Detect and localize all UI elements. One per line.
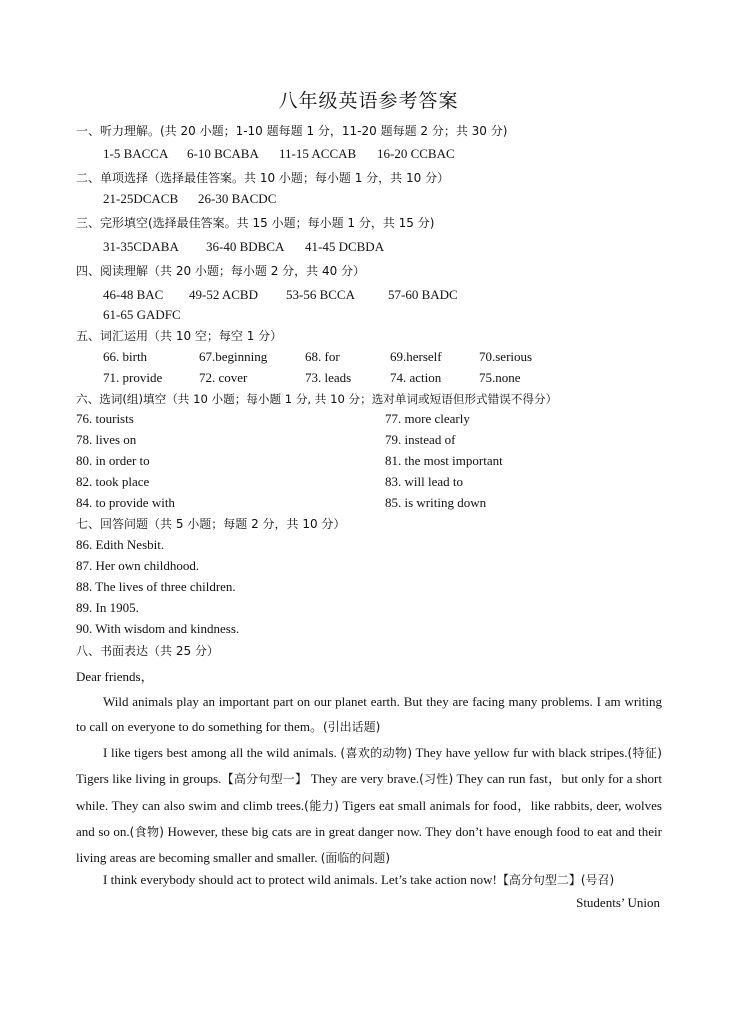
- answer-item: 80. in order to: [76, 453, 150, 468]
- essay-paragraph-2: [76, 740, 662, 871]
- section-3-heading: 三、完形填空(选择最佳答案。共 15 小题；每小题 1 分，共 15 分): [76, 216, 435, 230]
- essay-note: (引出话题): [322, 720, 381, 735]
- answer-item: 68. for: [305, 349, 340, 364]
- essay-text: Tigers eat small animals for food，like rabbits, deer, wolves and so on.: [76, 797, 662, 839]
- answer-item: 84. to provide with: [76, 495, 175, 510]
- answer-item: 6-10 BCABA: [187, 146, 259, 161]
- answer-item: 78. lives on: [76, 432, 137, 447]
- section-1-answers: [103, 146, 455, 162]
- section-5-row-1: [103, 349, 532, 365]
- essay-note: (食物): [129, 824, 164, 839]
- essay-note: (面临的问题): [320, 851, 391, 866]
- essay-note: 【高分句型二】(号召): [496, 873, 615, 887]
- answer-item: 69.herself: [390, 349, 442, 364]
- answer-item: 86. Edith Nesbit.: [76, 537, 165, 552]
- answer-item: 90. With wisdom and kindness.: [76, 621, 240, 636]
- essay-text: Wild animals play an important part on our planet earth. But they are facing many problems. I am writing to call on everyone to do something for them。: [76, 694, 662, 735]
- answer-item: 11-15 ACCAB: [279, 146, 357, 161]
- essay-note: 【高分句型一】: [221, 772, 308, 787]
- answer-item: 77. more clearly: [385, 411, 470, 426]
- essay-paragraph-1: [76, 689, 662, 741]
- answer-item: 82. took place: [76, 474, 150, 489]
- answer-item: 67.beginning: [199, 349, 268, 364]
- section-4-answers-row-2: 61-65 GADFC: [103, 307, 181, 322]
- answer-item: 41-45 DCBDA: [305, 239, 385, 254]
- answer-item: 57-60 BADC: [388, 287, 458, 302]
- answer-item: 1-5 BACCA: [103, 146, 169, 161]
- page-title: 八年级英语参考答案: [278, 90, 459, 112]
- essay-text: However, these big cats are in great danger now. They don’t have enough food to eat and their living areas are becoming smaller and smaller.: [76, 823, 662, 866]
- answer-item: 81. the most important: [385, 453, 503, 468]
- section-7-heading: 七、回答问题（共 5 小题；每题 2 分，共 10 分）: [76, 517, 346, 531]
- answer-item: 46-48 BAC: [103, 287, 164, 302]
- section-6-heading: 六、选词(组)填空（共 10 小题；每小题 1 分, 共 10 分；选对单词或短语但形式错误不得分）: [76, 392, 558, 406]
- answer-item: 88. The lives of three children.: [76, 579, 236, 594]
- essay-paragraph-3: [76, 867, 662, 893]
- essay-text: They are very brave.: [307, 771, 420, 787]
- answer-item: 53-56 BCCA: [286, 287, 355, 302]
- answer-item: 49-52 ACBD: [189, 287, 258, 302]
- answer-item: 89. In 1905.: [76, 600, 139, 615]
- answer-item: 74. action: [390, 370, 442, 385]
- answer-item: 73. leads: [305, 370, 352, 385]
- answer-item: 85. is writing down: [385, 495, 487, 510]
- answer-item: 79. instead of: [385, 432, 456, 447]
- answer-item: 75.none: [479, 370, 521, 385]
- section-4-heading: 四、阅读理解（共 20 小题；每小题 2 分，共 40 分）: [76, 264, 366, 278]
- answer-item: 16-20 CCBAC: [377, 146, 455, 161]
- section-3-answers: [103, 239, 384, 255]
- answer-item: 87. Her own childhood.: [76, 558, 200, 573]
- essay-text: I like tigers best among all the wild animals.: [103, 745, 341, 760]
- answer-item: 70.serious: [479, 349, 533, 364]
- essay-note: (特征): [627, 746, 662, 760]
- section-2-answers: [103, 191, 276, 207]
- answer-item: 26-30 BACDC: [198, 191, 277, 206]
- section-4-answers-row-1: [103, 287, 458, 303]
- section-5-heading: 五、词汇运用（共 10 空；每空 1 分）: [76, 329, 283, 343]
- essay-note: (习性): [419, 772, 454, 787]
- essay-note: (能力): [304, 798, 339, 813]
- answer-item: 66. birth: [103, 349, 148, 364]
- answer-item: 36-40 BDBCA: [206, 239, 285, 254]
- section-2-heading: 二、单项选择（选择最佳答案。共 10 小题；每小题 1 分，共 10 分）: [76, 171, 450, 185]
- section-5-row-2: [103, 370, 521, 386]
- answer-item: 83. will lead to: [385, 474, 463, 489]
- answer-item: 72. cover: [199, 370, 248, 385]
- answer-item: 76. tourists: [76, 411, 134, 426]
- answer-item: 21-25DCACB: [103, 191, 179, 206]
- essay-text: They can run fast，but only for a short while. They can also swim and climb trees.: [76, 771, 662, 813]
- essay-note: (喜欢的动物): [340, 746, 413, 760]
- essay-text: Tigers like living in groups.: [76, 771, 222, 787]
- letter-greeting: Dear friends，: [76, 669, 154, 684]
- letter-signature: Students’ Union: [576, 895, 660, 910]
- essay-text: They have yellow fur with black stripes.: [412, 745, 628, 760]
- answer-item: 31-35CDABA: [103, 239, 179, 254]
- section-1-heading: 一、听力理解。(共 20 小题；1-10 题每题 1 分，11-20 题每题 2 分；共 30 分): [76, 124, 508, 138]
- essay-text: I think everybody should act to protect wild animals. Let’s take action now!: [103, 872, 497, 887]
- section-8-heading: 八、书面表达（共 25 分）: [76, 644, 219, 658]
- answer-item: 71. provide: [103, 370, 163, 385]
